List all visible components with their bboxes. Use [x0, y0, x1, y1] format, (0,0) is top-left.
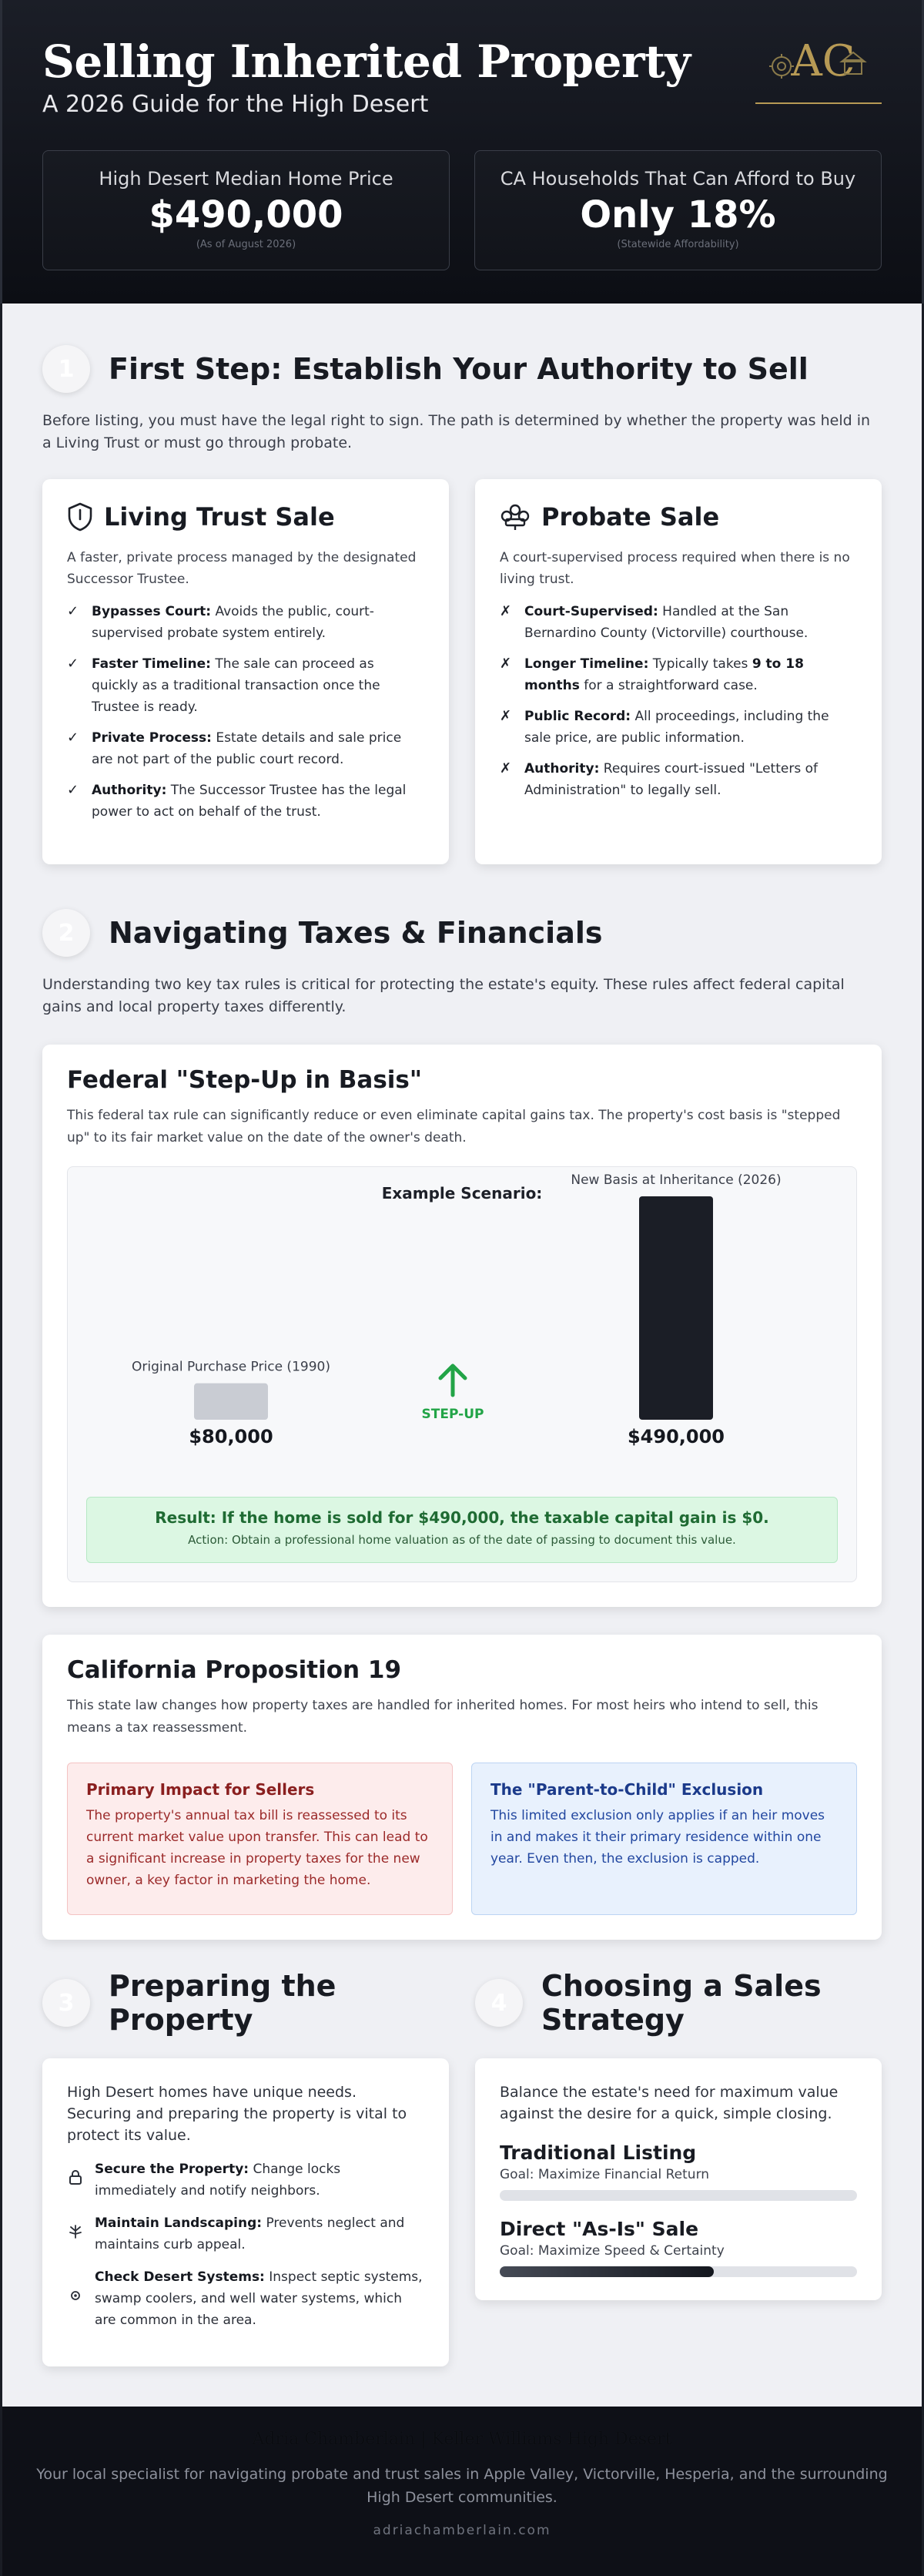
list-item: ✓ Bypasses Court: Avoids the public, court-supervised probate system entirely. [67, 601, 424, 644]
section-title: Preparing the Property [109, 1969, 336, 2037]
section-2 [42, 909, 882, 1940]
probate-card [475, 479, 882, 864]
section-intro: Understanding two key tax rules is critical for protecting the estate's equity. These rules affect federal capital gains and local property taxes differently. [42, 976, 845, 1015]
section-title: Choosing a Sales Strategy [541, 1969, 822, 2037]
card-title: California Proposition 19 [67, 1656, 402, 1684]
chart-bar [194, 1384, 268, 1420]
section-4-heading [475, 1969, 882, 2037]
bar-fill [500, 2266, 714, 2277]
card-description: High Desert homes have unique needs. Securing and preparing the property is vital to protect its value. [67, 2084, 407, 2144]
stat-note: (Statewide Affordability) [617, 239, 739, 250]
prop-19-card [42, 1635, 882, 1940]
page-header [0, 0, 924, 304]
example-scenario [67, 1166, 857, 1582]
stat-value: Only 18% [580, 193, 776, 236]
list-item: ✗ Public Record: All proceedings, including the sale price, are public information. [500, 706, 857, 749]
category-label: Original Purchase Price (1990) [132, 1359, 330, 1375]
prepare-card [42, 2058, 449, 2366]
cross-icon: ✗ [500, 708, 512, 724]
section-3 [42, 1969, 449, 2366]
arrow-up-icon [440, 1366, 465, 1395]
stat-label: CA Households That Can Afford to Buy [500, 168, 856, 190]
plant-icon [67, 2223, 84, 2246]
card-description: A faster, private process managed by the designated Successor Trustee. [67, 550, 417, 587]
list-item: ✓ Authority: The Successor Trustee has the legal power to act on behalf of the trust. [67, 780, 424, 823]
cross-icon: ✗ [500, 603, 512, 619]
section-4 [475, 1969, 882, 2300]
footer-agent-name: Adria Chamberlain | Keller Williams High Desert [252, 2430, 672, 2449]
stats-row [42, 150, 882, 270]
step-up-label: STEP-UP [421, 1407, 484, 1422]
card-description: This federal tax rule can significantly reduce or even eliminate capital gains tax. The property's cost basis is "stepped up" to its fair market value on the date of the owner's death. [67, 1108, 841, 1145]
list-item: ✗ Longer Timeline: Typically takes 9 to 18 months for a straightforward case. [500, 653, 857, 696]
section-number: 2 [42, 909, 90, 957]
section-3-heading [42, 1969, 449, 2037]
section-title: Navigating Taxes & Financials [109, 916, 603, 950]
stat-affordability [474, 150, 882, 270]
category-label: New Basis at Inheritance (2026) [571, 1172, 782, 1188]
step-up-card [42, 1045, 882, 1607]
gear-icon [67, 2288, 84, 2309]
page-title: Selling Inherited Property [42, 35, 691, 88]
cross-icon: ✗ [500, 760, 512, 776]
stat-median-price [42, 150, 450, 270]
exclusion-box [471, 1763, 857, 1915]
strategy-card [475, 2058, 882, 2300]
logo-monogram: AC [791, 36, 855, 86]
stat-note: (As of August 2026) [196, 239, 296, 250]
prep-list [67, 2158, 424, 2331]
agent-logo [755, 37, 882, 114]
main-content [0, 304, 924, 2407]
value-label: $80,000 [189, 1426, 273, 1447]
as-is-sale-bar [500, 2266, 857, 2277]
chart-bar [639, 1196, 713, 1420]
card-title: Federal "Step-Up in Basis" [67, 1066, 423, 1094]
box-title: The "Parent-to-Child" Exclusion [490, 1780, 764, 1799]
list-item: ✗ Authority: Requires court-issued "Letters of Administration" to legally sell. [500, 758, 857, 801]
section-number: 1 [42, 345, 90, 393]
section-intro: Before listing, you must have the legal right to sign. The path is determined by whether the property was held in a Living Trust or must go through probate. [42, 412, 871, 451]
sections-3-4 [42, 1969, 882, 2366]
section-2-heading [42, 909, 882, 957]
box-title: Primary Impact for Sellers [86, 1780, 315, 1799]
option-goal: Goal: Maximize Financial Return [500, 2167, 710, 2182]
card-title: Living Trust Sale [104, 502, 335, 532]
list-item: Maintain Landscaping: Prevents neglect and maintains curb appeal. [67, 2212, 424, 2256]
card-description: A court-supervised process required when there is no living trust. [500, 550, 850, 587]
list-item: Secure the Property: Change locks immediately and notify neighbors. [67, 2158, 424, 2202]
check-icon: ✓ [67, 603, 79, 619]
seller-impact-box [67, 1763, 453, 1915]
value-label: $490,000 [627, 1426, 725, 1447]
card-description: This state law changes how property taxes are handled for inherited homes. For most heirs who intend to sell, this means a tax reassessment. [67, 1698, 819, 1736]
authority-cards [42, 479, 882, 864]
cross-icon: ✗ [500, 656, 512, 672]
page-footer [0, 2407, 924, 2576]
result-text: Result: If the home is sold for $490,000, the taxable capital gain is $0. [155, 1508, 769, 1527]
section-number: 4 [475, 1979, 523, 2027]
list-item: ✓ Private Process: Estate details and sale price are not part of the public court record. [67, 727, 424, 770]
box-text: The property's annual tax bill is reassessed to its current market value upon transfer. This can lead to a significant increase in property taxes for the new owner, a key factor in marketing the home. [86, 1808, 428, 1888]
section-title: First Step: Establish Your Authority to Sell [109, 352, 808, 386]
traditional-listing-bar [500, 2190, 857, 2201]
check-icon: ✓ [67, 730, 79, 746]
trust-benefits-list [67, 601, 424, 823]
result-action: Action: Obtain a professional home valuation as of the date of passing to document this value. [188, 1533, 736, 1547]
check-icon: ✓ [67, 656, 79, 672]
check-icon: ✓ [67, 782, 79, 798]
section-1-heading [42, 345, 882, 393]
option-goal: Goal: Maximize Speed & Certainty [500, 2243, 725, 2259]
lock-icon [67, 2169, 84, 2192]
scales-icon [500, 502, 531, 532]
section-number: 3 [42, 1979, 90, 2027]
card-description: Balance the estate's need for maximum value against the desire for a quick, simple closing. [500, 2084, 839, 2122]
prop-19-boxes [67, 1763, 857, 1915]
probate-drawbacks-list [500, 601, 857, 801]
list-item: Check Desert Systems: Inspect septic systems, swamp coolers, and well water systems, which are common in the area. [67, 2266, 424, 2331]
stat-label: High Desert Median Home Price [99, 168, 393, 190]
scenario-title: Example Scenario: [381, 1184, 543, 1202]
stat-value: $490,000 [149, 193, 343, 236]
list-item: ✓ Faster Timeline: The sale can proceed as quickly as a traditional transaction once the Trustee is ready. [67, 653, 424, 718]
option-title: Traditional Listing [500, 2142, 697, 2164]
page-subtitle: A 2026 Guide for the High Desert [42, 91, 429, 118]
footer-description: Your local specialist for navigating probate and trust sales in Apple Valley, Victorville, Hesperia, and the surrounding High Desert communities. [36, 2466, 888, 2506]
list-item: ✗ Court-Supervised: Handled at the San Bernardino County (Victorville) courthouse. [500, 601, 857, 644]
result-banner [86, 1497, 838, 1563]
living-trust-card [42, 479, 449, 864]
shield-icon [67, 502, 93, 532]
footer-website-link[interactable]: adriachamberlain.com [373, 2523, 551, 2538]
box-text: This limited exclusion only applies if an heir moves in and makes it their primary residence within one year. Even then, the exclusion is capped. [490, 1808, 825, 1867]
card-title: Probate Sale [541, 502, 720, 532]
option-title: Direct "As-Is" Sale [500, 2218, 699, 2240]
